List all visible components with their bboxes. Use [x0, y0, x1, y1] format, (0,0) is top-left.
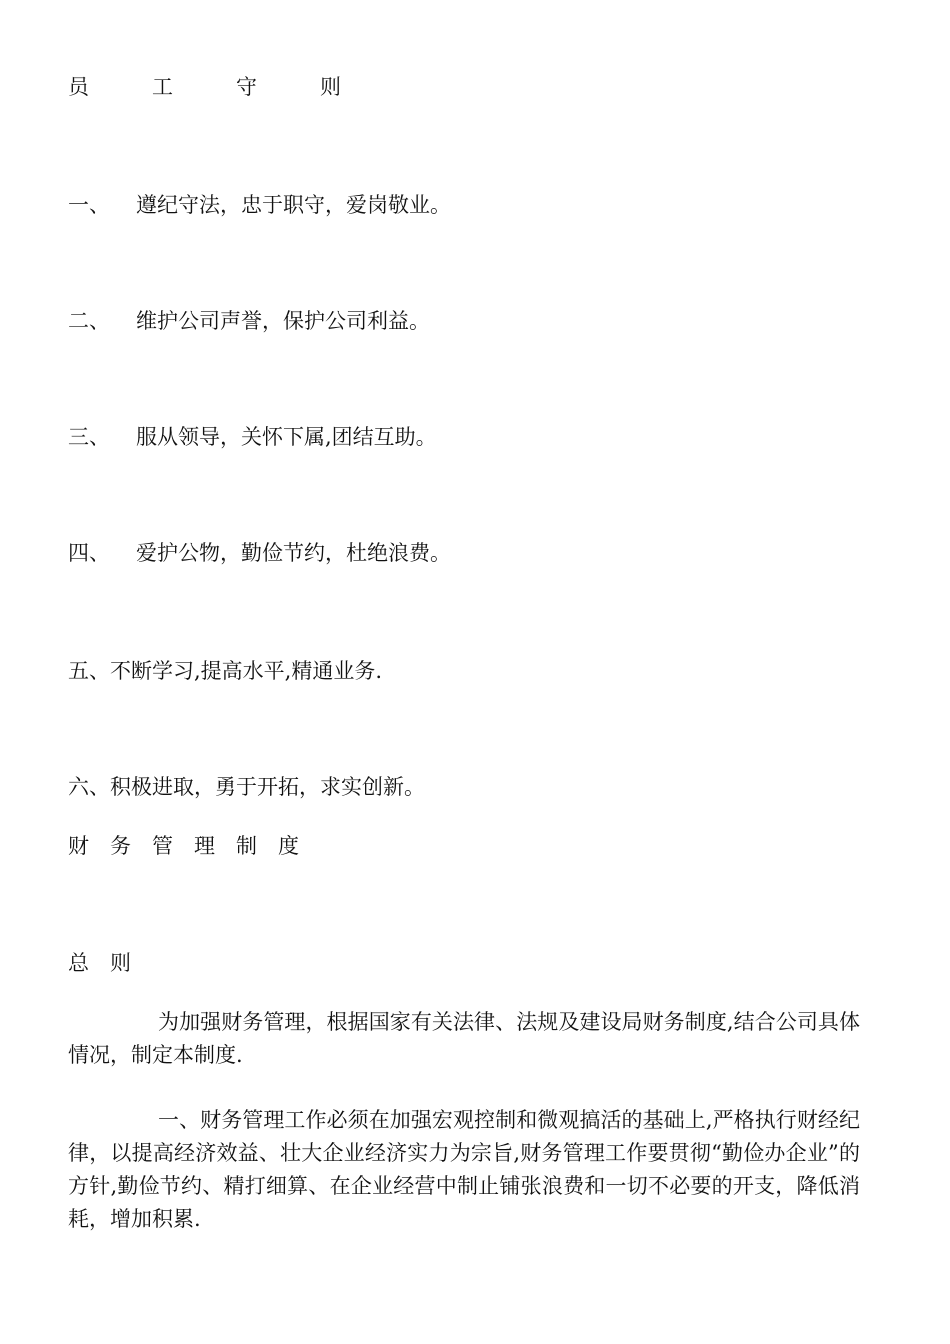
staff-rule-1-number: 一、	[68, 193, 110, 217]
staff-rule-3-number: 三、	[68, 425, 110, 449]
staff-rules-title: 员 工 守 则	[68, 75, 341, 99]
staff-rule-4	[68, 538, 451, 568]
paragraph-article-1: 一、财务管理工作必须在加强宏观控制和微观搞活的基础上,严格执行财经纪律，以提高经济效益、壮大企业经济实力为宗旨,财务管理工作要贯彻“勤俭办企业”的方针,勤俭节约、精打细算、在企业经营中制止铺张浪费和一切不必要的开支，降低消耗，增加积累.	[68, 1108, 860, 1231]
staff-rule-6: 六、积极进取，勇于开拓，求实创新。	[68, 775, 425, 799]
staff-rule-3	[68, 422, 437, 452]
staff-rule-1-text: 遵纪守法，忠于职守，爱岗敬业。	[136, 193, 451, 217]
staff-rule-2	[68, 306, 430, 336]
staff-rule-5: 五、不断学习,提高水平,精通业务.	[68, 659, 383, 683]
staff-rule-4-text: 爱护公物，勤俭节约，杜绝浪费。	[136, 541, 451, 565]
staff-rule-2-number: 二、	[68, 309, 110, 333]
finance-rules-title: 财 务 管 理 制 度	[68, 834, 299, 858]
staff-rule-2-text: 维护公司声誉，保护公司利益。	[136, 309, 430, 333]
staff-rule-3-text: 服从领导，关怀下属,团结互助。	[136, 425, 437, 449]
staff-rule-1	[68, 190, 451, 220]
paragraph-intro: 为加强财务管理，根据国家有关法律、法规及建设局财务制度,结合公司具体情况，制定本制度.	[68, 1010, 860, 1067]
section-general-heading: 总 则	[68, 951, 131, 975]
staff-rule-4-number: 四、	[68, 541, 110, 565]
